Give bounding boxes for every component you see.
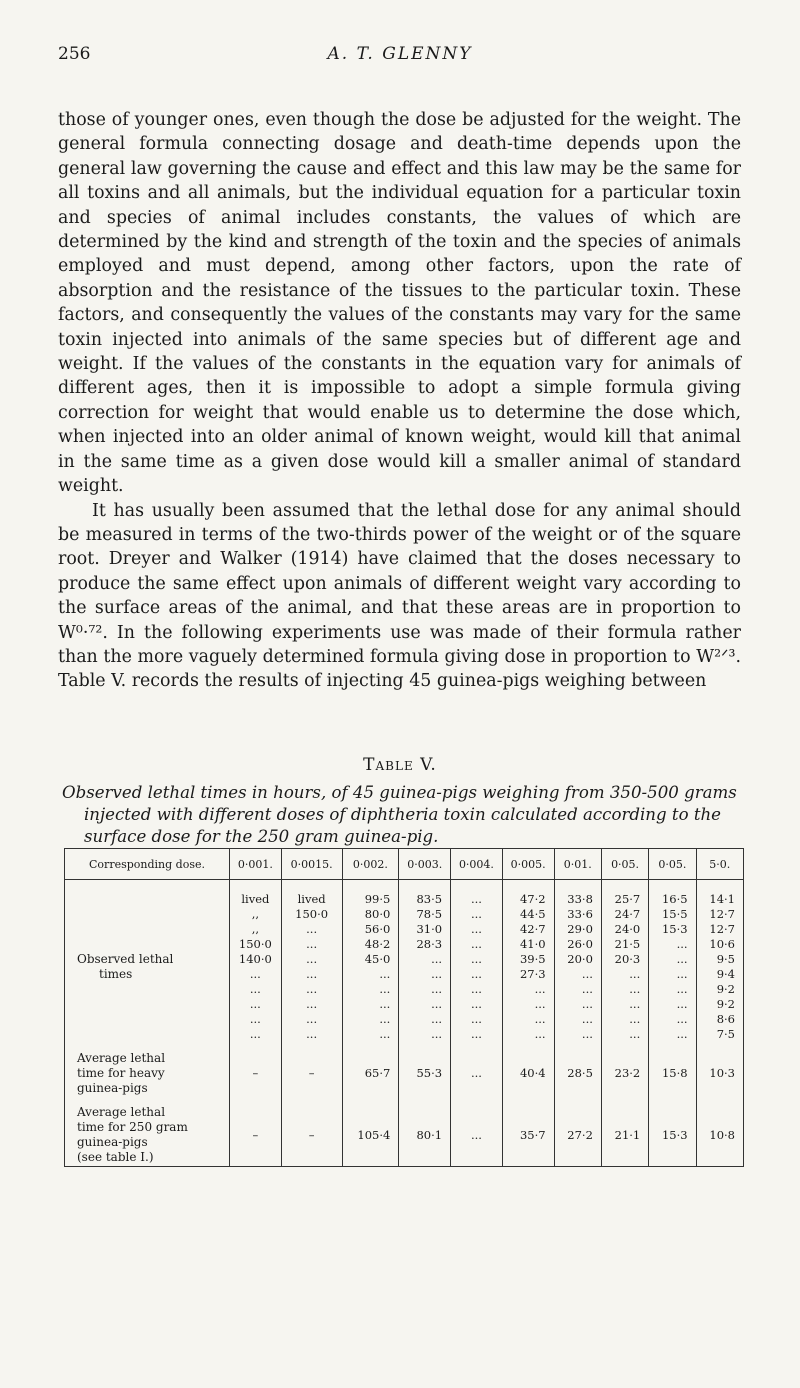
observed-value: ... — [249, 1012, 261, 1026]
observed-column — [399, 880, 451, 1043]
observed-column — [230, 880, 282, 1043]
observed-value: ... — [534, 1027, 546, 1041]
observed-value: ... — [676, 1027, 688, 1041]
observed-value: ... — [306, 997, 318, 1011]
observed-value: 33·8 — [567, 892, 593, 906]
avg-heavy-cell: 28·5 — [554, 1042, 601, 1104]
paragraph-1: those of younger ones, even though the dose be adjusted for the weight. The general formula connecting dosage and death-time depends upon the general law governing the cause and effect and this law may be the same for all toxins and all animals, but the individual equation for a particular toxin and species of animal includes constants, the values of which are determined by the kind and strength of the toxin and the species of animals employed and must depend, among other factors, upon the rate of absorption and the resistance of the tissues to the particular toxin. These factors, and consequently the values of the constants may vary for the same toxin injected into animals of the same species but of different age and weight. If the values of the constants in the equation vary for animals of different ages, then it is impossible to adopt a simple formula giving correction for weight that would enable us to determine the dose which, when injected into an older animal of known weight, would kill that animal in the same time as a given dose would kill a smaller animal of standard weight. — [58, 110, 741, 497]
avg-250-cell: 21·1 — [601, 1104, 648, 1167]
lethal-times-table — [64, 848, 744, 1167]
avg-250-label-line: Average lethal — [77, 1105, 166, 1119]
observed-value: ... — [629, 997, 641, 1011]
observed-column — [554, 880, 601, 1043]
observed-value: ... — [306, 952, 318, 966]
observed-value: ... — [379, 1027, 391, 1041]
dose-header: 5·0. — [696, 849, 743, 880]
observed-value: ... — [379, 967, 391, 981]
observed-column — [451, 880, 503, 1043]
observed-value: ... — [249, 1027, 261, 1041]
observed-value: ... — [470, 1012, 482, 1026]
observed-value: ... — [629, 1027, 641, 1041]
observed-value: ... — [676, 952, 688, 966]
observed-value: 9·5 — [716, 952, 735, 966]
observed-value: 20·0 — [567, 952, 593, 966]
observed-value: 24·7 — [614, 907, 641, 921]
observed-value: 15·5 — [661, 907, 688, 921]
observed-column — [281, 880, 342, 1043]
avg-250-row — [65, 1104, 744, 1167]
dose-header: 0·0015. — [281, 849, 342, 880]
avg-250-cell: 80·1 — [399, 1104, 451, 1167]
avg-heavy-label — [67, 1051, 227, 1096]
page-number: 256 — [58, 44, 91, 64]
avg-250-label — [67, 1105, 227, 1165]
avg-heavy-cell: – — [230, 1042, 282, 1104]
observed-value: 39·5 — [519, 952, 546, 966]
observed-value: 12·7 — [709, 922, 735, 936]
dose-header: 0·05. — [601, 849, 648, 880]
observed-value: 26·0 — [567, 937, 593, 951]
observed-column — [502, 880, 554, 1043]
observed-value: ... — [676, 937, 688, 951]
observed-value: 80·0 — [364, 907, 391, 921]
avg-250-label-line: time for 250 gram — [77, 1120, 188, 1134]
observed-value: ... — [470, 922, 482, 936]
observed-value: ... — [306, 922, 318, 936]
observed-column — [342, 880, 399, 1043]
avg-heavy-cell: 23·2 — [601, 1042, 648, 1104]
avg-heavy-row — [65, 1042, 744, 1104]
observed-value: ... — [379, 982, 391, 996]
observed-value: 15·3 — [661, 922, 688, 936]
avg-heavy-cell: 65·7 — [342, 1042, 399, 1104]
observed-value: lived — [241, 892, 270, 906]
observed-value: 9·2 — [716, 997, 735, 1011]
observed-value: 9·4 — [716, 967, 735, 981]
observed-column — [696, 880, 743, 1043]
observed-value: ... — [629, 1012, 641, 1026]
avg-250-label-line: (see table I.) — [77, 1150, 154, 1164]
avg-heavy-cell: 55·3 — [399, 1042, 451, 1104]
observed-value: ... — [470, 997, 482, 1011]
observed-value: 27·3 — [519, 967, 546, 981]
observed-value: 7·5 — [716, 1027, 735, 1041]
observed-value: ... — [306, 982, 318, 996]
running-head — [58, 44, 742, 68]
table-caption — [62, 782, 742, 848]
avg-250-cell: 15·3 — [649, 1104, 696, 1167]
dose-header: 0·004. — [451, 849, 503, 880]
observed-value: 25·7 — [614, 892, 641, 906]
observed-value: ... — [581, 967, 593, 981]
observed-value: ... — [581, 997, 593, 1011]
observed-value: ... — [534, 997, 546, 1011]
observed-value: ... — [676, 997, 688, 1011]
dose-header: 0·002. — [342, 849, 399, 880]
observed-value: 41·0 — [519, 937, 546, 951]
avg-heavy-cell: 40·4 — [502, 1042, 554, 1104]
observed-value: ... — [379, 1012, 391, 1026]
avg-250-label-cell — [65, 1104, 230, 1167]
observed-value: ... — [379, 997, 391, 1011]
observed-value: 12·7 — [709, 907, 735, 921]
avg-250-cell: ... — [451, 1104, 503, 1167]
avg-heavy-cell: – — [281, 1042, 342, 1104]
observed-value: 150·0 — [295, 907, 329, 921]
observed-value: ... — [431, 1012, 443, 1026]
avg-250-cell: 10·8 — [696, 1104, 743, 1167]
table-heading: Table V. — [363, 755, 437, 775]
observed-value: ... — [431, 982, 443, 996]
paragraph-2: It has usually been assumed that the lethal dose for any animal should be measured in terms of the two-thirds power of the weight or of the square root. Dreyer and Walker (1914) have claimed that the doses necessary to produce the same effect upon animals of different weight vary according to the surface areas of the animal, and that these areas are in proportion to W⁰·⁷². In the following experiments use was made of their formula rather than the more vaguely determined formula giving dose in proportion to W²ᐟ³. Table V. records the results of injecting 45 guinea-pigs weighing between — [58, 500, 741, 692]
observed-value: 14·1 — [709, 892, 735, 906]
observed-value: ... — [676, 982, 688, 996]
avg-250-cell: 27·2 — [554, 1104, 601, 1167]
observed-value: 28·3 — [416, 937, 443, 951]
observed-value: 33·6 — [567, 907, 593, 921]
observed-value: 16·5 — [661, 892, 688, 906]
observed-value: ... — [534, 982, 546, 996]
observed-value: ... — [306, 1012, 318, 1026]
observed-value: ... — [306, 967, 318, 981]
observed-label-line: times — [99, 967, 133, 981]
avg-250-cell: – — [230, 1104, 282, 1167]
observed-label-cell — [65, 880, 230, 1043]
observed-value: ... — [470, 982, 482, 996]
avg-heavy-label-line: guinea-pigs — [77, 1080, 148, 1095]
observed-value: 140·0 — [238, 952, 272, 966]
dose-header: 0·05. — [649, 849, 696, 880]
observed-value: ... — [306, 937, 318, 951]
observed-value: ... — [581, 1012, 593, 1026]
observed-value: 48·2 — [364, 937, 391, 951]
observed-value: 83·5 — [416, 892, 443, 906]
table-header-row — [65, 849, 744, 880]
observed-value: 29·0 — [567, 922, 593, 936]
observed-value: lived — [297, 892, 326, 906]
body-text — [58, 108, 741, 694]
observed-value: ... — [431, 1027, 443, 1041]
observed-value: ... — [431, 952, 443, 966]
observed-value: ... — [470, 1027, 482, 1041]
observed-value: 44·5 — [519, 907, 546, 921]
observed-value: ... — [431, 997, 443, 1011]
observed-value: ... — [249, 967, 261, 981]
observed-value: ... — [676, 967, 688, 981]
observed-value: ... — [470, 937, 482, 951]
observed-value: ... — [581, 982, 593, 996]
observed-value: ... — [581, 1027, 593, 1041]
avg-250-cell: – — [281, 1104, 342, 1167]
observed-value: ... — [249, 982, 261, 996]
observed-row — [65, 880, 744, 1043]
observed-column — [601, 880, 648, 1043]
observed-value: 9·2 — [716, 982, 735, 996]
observed-value: ... — [629, 967, 641, 981]
observed-value: 20·3 — [614, 952, 641, 966]
observed-value: 42·7 — [519, 922, 546, 936]
observed-value: 150·0 — [238, 937, 272, 951]
avg-250-label-line: guinea-pigs — [77, 1135, 148, 1149]
observed-value: ... — [470, 967, 482, 981]
running-title: A. T. GLENNY — [327, 44, 473, 64]
observed-value: 45·0 — [364, 952, 391, 966]
observed-value: ... — [629, 982, 641, 996]
avg-heavy-cell: 15·8 — [649, 1042, 696, 1104]
observed-value: ... — [249, 997, 261, 1011]
dose-header: 0·01. — [554, 849, 601, 880]
observed-value: ,, — [251, 907, 260, 921]
observed-value: 78·5 — [416, 907, 443, 921]
avg-heavy-label-cell — [65, 1042, 230, 1104]
observed-value: 99·5 — [364, 892, 391, 906]
observed-value: ... — [676, 1012, 688, 1026]
observed-label-line: Observed lethal — [77, 952, 174, 966]
observed-column — [649, 880, 696, 1043]
dose-header: 0·003. — [399, 849, 451, 880]
avg-heavy-label-line: time for heavy — [77, 1065, 165, 1080]
dose-header: 0·001. — [230, 849, 282, 880]
caption-line-3: surface dose for the 250 gram guinea-pig. — [84, 827, 439, 846]
observed-value: 56·0 — [364, 922, 391, 936]
avg-250-cell: 105·4 — [342, 1104, 399, 1167]
observed-value: 8·6 — [716, 1012, 735, 1026]
observed-value: ... — [470, 892, 482, 906]
observed-value: ... — [470, 907, 482, 921]
observed-value: 10·6 — [709, 937, 735, 951]
avg-heavy-cell: ... — [451, 1042, 503, 1104]
observed-value: ... — [534, 1012, 546, 1026]
observed-value: ... — [306, 1027, 318, 1041]
avg-heavy-label-line: Average lethal — [77, 1050, 166, 1065]
observed-value: ... — [431, 967, 443, 981]
caption-line-1: Observed lethal times in hours, of 45 guinea-pigs weighing from 350-500 grams — [62, 783, 737, 802]
observed-label — [67, 952, 227, 982]
header-label: Corresponding dose. — [65, 849, 230, 880]
caption-line-2: injected with different doses of diphtheria toxin calculated according to the — [84, 805, 722, 824]
observed-value: 31·0 — [416, 922, 443, 936]
observed-value: ... — [470, 952, 482, 966]
observed-value: 24·0 — [614, 922, 641, 936]
avg-250-cell: 35·7 — [502, 1104, 554, 1167]
dose-header: 0·005. — [502, 849, 554, 880]
observed-value: ,, — [251, 922, 260, 936]
avg-heavy-cell: 10·3 — [696, 1042, 743, 1104]
observed-value: 21·5 — [614, 937, 641, 951]
observed-value: 47·2 — [519, 892, 546, 906]
